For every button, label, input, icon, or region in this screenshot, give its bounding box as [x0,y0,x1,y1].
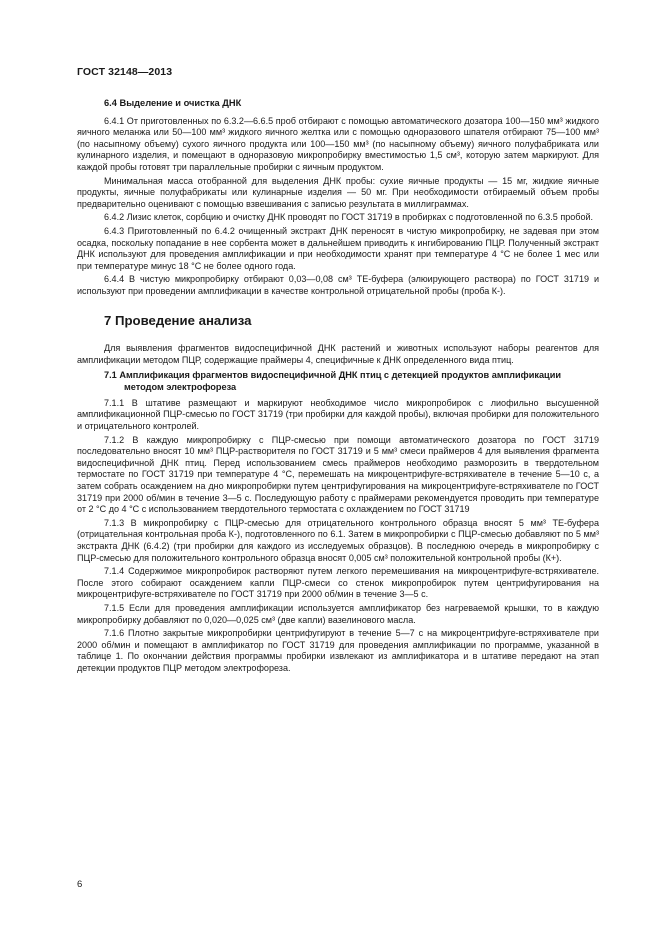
paragraph-6-4-2: 6.4.2 Лизис клеток, сорбцию и очистку ДНК проводят по ГОСТ 31719 в пробирках с подготовленной по 6.3.5 пробой. [104,212,594,223]
paragraph-6-4-4: 6.4.4 В чистую микропробирку отбирают 0,03—0,08 см³ ТЕ-буфера (элюирующего раствора) по ГОСТ 31719 и используют при проведении амплификации в качестве контрольной отрицательной пробы (проба К-). [77,274,599,296]
paragraph-7-1-3: 7.1.3 В микропробирку с ПЦР-смесью для отрицательного контрольного образца вносят 5 мм³ ТЕ-буфера (отрицательная контрольная проба К-), подготовленного по 6.1. Затем в микропробирки с ПЦР-смесью добавляют по 5 мм³ экстракта ДНК (6.4.2) (три пробирки для каждого из исследуемых образцов). В последнюю очередь в микропробирку с ПЦР-смесью для положительного контрольного образца вносят 0,005 см³ положительной контрольной пробы (К+). [77,517,599,563]
paragraph-6-4-1-mass: Минимальная масса отобранной для выделения ДНК пробы: сухие яичные продукты — 15 мг, жидкие яичные продукты, яичные полуфабрикаты или кулинарные изделия — 50 мг. При необходимости отбираемый объем пробы предварительно оценивают с помощью взвешивания с записью результата в миллиграммах. [77,175,599,209]
paragraph-7-1-2: 7.1.2 В каждую микропробирку с ПЦР-смесью при помощи автоматического дозатора по ГОСТ 31719 последовательно вносят 10 мм³ ПЦР-растворителя по ГОСТ 31719 и 5 мм³ смеси праймеров 4 для выявления фрагмента видоспецифичной ДНК птиц. Перед использованием смесь праймеров необходимо разморозить в твердотельном термостате по ГОСТ 31719 при температуре 4 °С, перемешать на микроцентрифуге-встряхивателе в течение 5—10 с, а затем собрать осаждением на дно микропробирки путем центрифугирования на микроцентрифуге-встряхивателе по ГОСТ 31719 при 2000 об/мин в течение 3—5 с. Последующую работу с праймерами рекомендуется проводить при температуре от 2 °С до 4 °С с использованием твердотельного термостата с охлаждением по ГОСТ 31719 [77,434,599,515]
section-7-heading: 7 Проведение анализа [104,312,252,328]
paragraph-7-1-6: 7.1.6 Плотно закрытые микропробирки центрифугируют в течение 5—7 с на микроцентрифуге-встряхивателе при 2000 об/мин и помещают в амплификатор по ГОСТ 31719 для проведения амплификации по программе, указанной в таблице 1. По окончании действия программы пробирки извлекают из амплификатора и в штативе передают на этап детекции продуктов ПЦР методом электрофореза. [77,628,599,673]
paragraph-6-4-3: 6.4.3 Приготовленный по 6.4.2 очищенный экстракт ДНК переносят в чистую микропробирку, не задевая при этом осадка, поскольку попадание в нее сорбента может в дальнейшем приводить к ингибированию ПЦР. Полученный экстракт ДНК используют для проведения амплификации и при необходимости хранят при температуре 4 °С не более 1 мес или при температуре минус 18 °С не более одного года. [77,225,599,271]
paragraph-7-1-5: 7.1.5 Если для проведения амплификации используется амплификатор без нагреваемой крышки, то в каждую микропробирку добавляют по 0,020—0,025 см³ (две капли) вазелинового масла. [77,602,599,625]
section-6-4-heading: 6.4 Выделение и очистка ДНК [104,98,242,108]
paragraph-7-intro: Для выявления фрагментов видоспецифичной ДНК растений и животных используют наборы реагентов для амплификации методом ПЦР, содержащие праймеры 4, специфичные к ДНК определенного вида птиц. [77,343,599,365]
paragraph-6-4-1: 6.4.1 От приготовленных по 6.3.2—6.6.5 проб отбирают с помощью автоматического дозатора 100—150 мм³ жидкого яичного меланжа или 50—100 мм³ жидкого яичного желтка или с помощью одноразового шпателя отбирают 75—100 мм³ (по насыпному объему) сухого яичного продукта или 100—150 мм³ (по насыпному объему) яичного полуфабриката или кулинарного изделия, и помещают в одноразовую микропробирку вместимостью 1,5 см³, которую затем маркируют. Для каждой пробы готовят три параллельные пробирки с яичным продуктом. [77,115,599,172]
document-body [77,98,599,677]
page-number: 6 [77,879,83,890]
document-header: ГОСТ 32148—2013 [77,66,173,78]
paragraph-7-1-4: 7.1.4 Содержимое микропробирок растворяют путем легкого перемешивания на микроцентрифуге-встряхивателе. После этого собирают осаждением капли ПЦР-смеси со стенок микропробирок путем центрифугирования на микроцентрифуге-встряхивателе по ГОСТ 31719 при 2000 об/мин в течение 3—5 с. [77,566,599,600]
section-7-1-heading: 7.1 Амплификация фрагментов видоспецифичной ДНК птиц с детекцией продуктов амплификации методом электрофореза [104,370,562,393]
paragraph-7-1-1: 7.1.1 В штативе размещают и маркируют необходимое число микропробирок с лиофильно высушенной амплификационной ПЦР-смесью по ГОСТ 31719 (три пробирки для каждой пробы), включая пробирки для положительного и отрицательного контролей. [77,397,599,432]
